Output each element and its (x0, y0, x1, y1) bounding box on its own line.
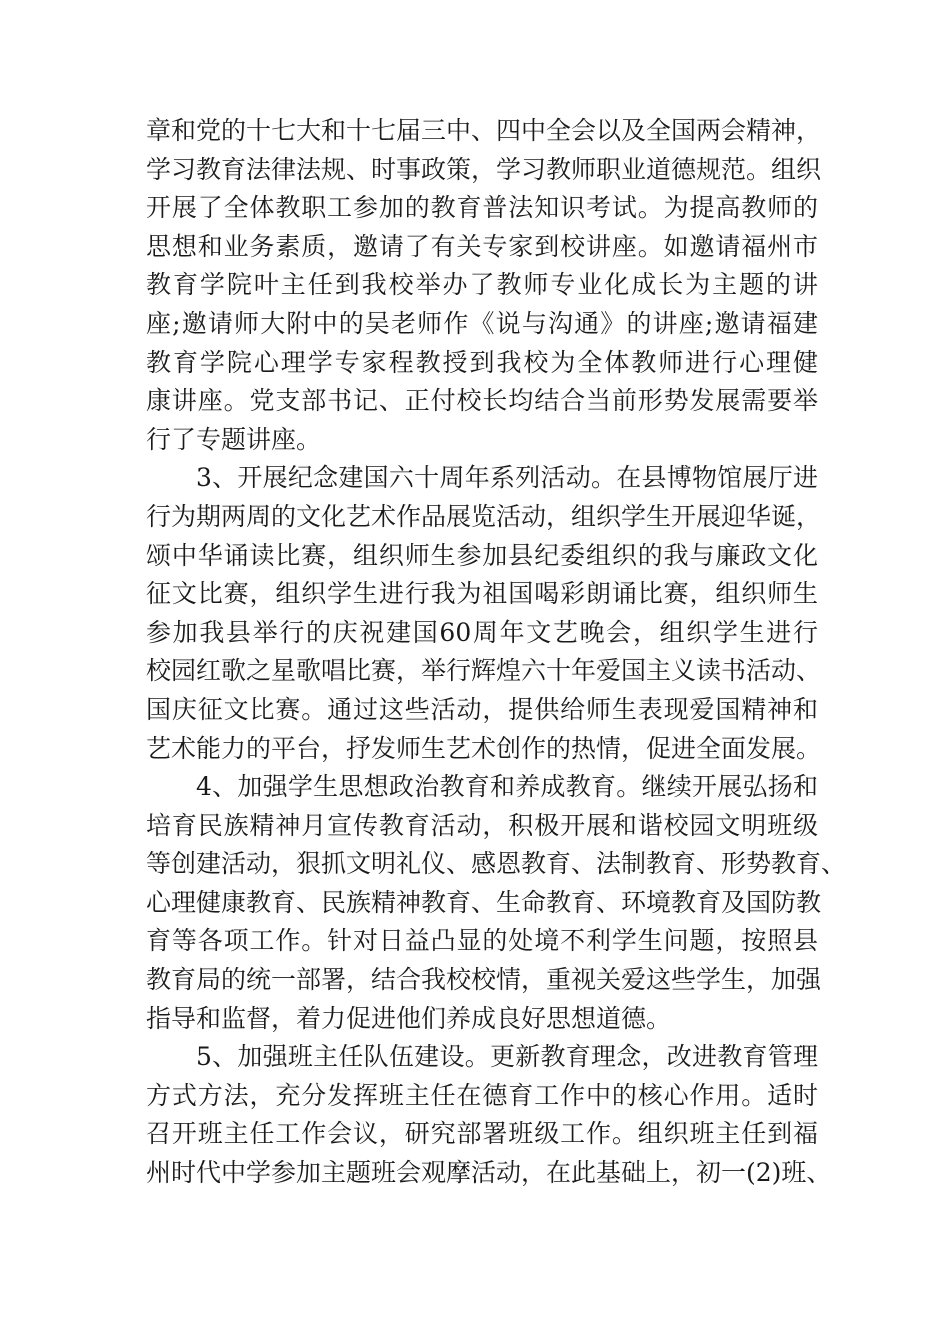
text-line: 征文比赛，组织学生进行我为祖国喝彩朗诵比赛，组织师生 (146, 579, 818, 609)
text-line: 颂中华诵读比赛，组织师生参加县纪委组织的我与廉政文化 (146, 540, 818, 570)
text-line: 教育局的统一部署，结合我校校情，重视关爱这些学生，加强 (146, 965, 822, 995)
text-line: 教育学院心理学专家程教授到我校为全体教师进行心理健 (146, 347, 818, 377)
text-line: 校园红歌之星歌唱比赛，举行辉煌六十年爱国主义读书活动、 (146, 656, 822, 686)
text-line: 方式方法，充分发挥班主任在德育工作中的核心作用。适时 (146, 1080, 818, 1110)
text-line: 行为期两周的文化艺术作品展览活动，组织学生开展迎华诞， (146, 501, 822, 531)
text-line: 康讲座。党支部书记、正付校长均结合当前形势发展需要举 (146, 386, 818, 416)
text-line: 召开班主任工作会议，研究部署班级工作。组织班主任到福 (146, 1119, 818, 1149)
body-text (146, 112, 847, 1193)
text-line: 行了专题讲座。 (146, 424, 322, 454)
text-line: 州时代中学参加主题班会观摩活动，在此基础上，初一(2)班、 (146, 1158, 832, 1188)
text-line: 开展了全体教职工参加的教育普法知识考试。为提高教师的 (146, 193, 818, 223)
text-line: 艺术能力的平台，抒发师生艺术创作的热情，促进全面发展。 (146, 733, 822, 763)
text-line: 心理健康教育、民族精神教育、生命教育、环境教育及国防教 (146, 887, 822, 917)
text-line: 思想和业务素质，邀请了有关专家到校讲座。如邀请福州市 (146, 231, 818, 261)
text-line: 座;邀请师大附中的吴老师作《说与沟通》的讲座;邀请福建 (146, 308, 818, 338)
text-line: 培育民族精神月宣传教育活动，积极开展和谐校园文明班级 (146, 810, 818, 840)
text-line: 3、开展纪念建国六十周年系列活动。在县博物馆展厅进 (196, 463, 818, 493)
text-line: 参加我县举行的庆祝建国60周年文艺晚会，组织学生进行 (146, 617, 818, 647)
text-line: 国庆征文比赛。通过这些活动，提供给师生表现爱国精神和 (146, 694, 818, 724)
text-line: 章和党的十七大和十七届三中、四中全会以及全国两会精神， (146, 116, 822, 145)
text-line: 等创建活动，狠抓文明礼仪、感恩教育、法制教育、形势教育、 (146, 849, 847, 879)
text-line: 5、加强班主任队伍建设。更新教育理念，改进教育管理 (196, 1042, 818, 1072)
text-line: 4、加强学生思想政治教育和养成教育。继续开展弘扬和 (196, 772, 818, 802)
text-line: 教育学院叶主任到我校举办了教师专业化成长为主题的讲 (146, 270, 818, 300)
text-line: 学习教育法律法规、时事政策，学习教师职业道德规范。组织 (146, 154, 822, 184)
text-line: 育等各项工作。针对日益凸显的处境不利学生问题，按照县 (146, 926, 818, 956)
text-line: 指导和监督，着力促进他们养成良好思想道德。 (146, 1003, 672, 1033)
